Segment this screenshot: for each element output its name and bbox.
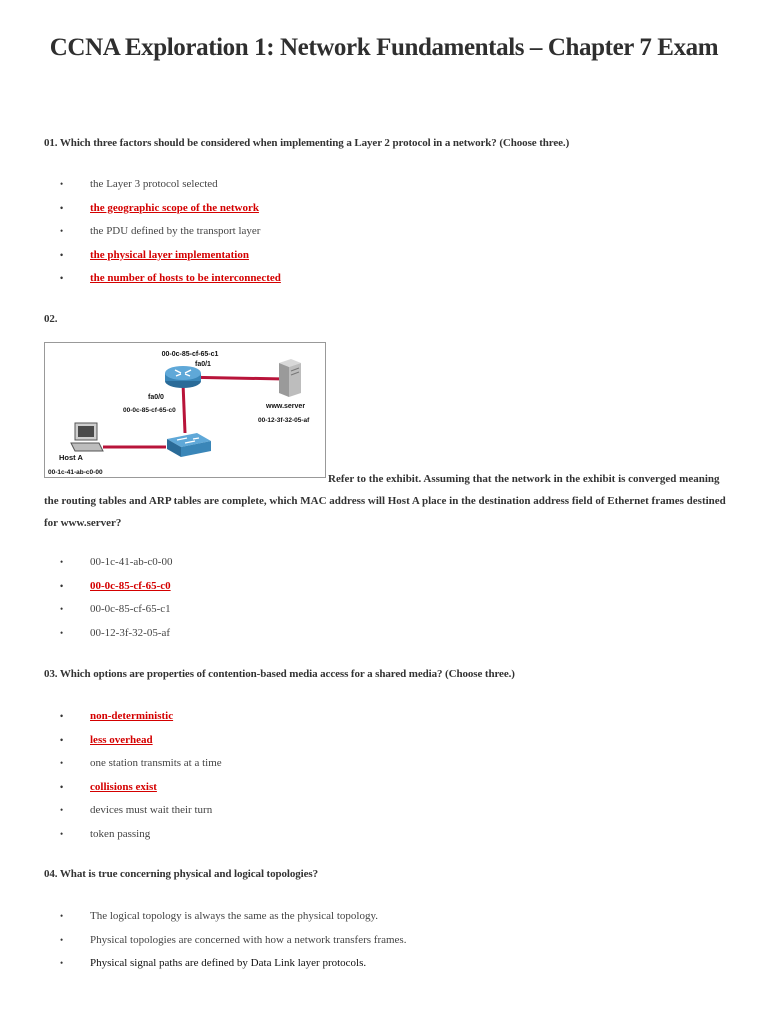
question-4-text: 04. What is true concerning physical and logical topologies? (44, 868, 319, 880)
page-title: CCNA Exploration 1: Network Fundamentals – Chapter 7 Exam (49, 34, 719, 61)
host-mac-label: 00-1c-41-ab-c0-00 (48, 469, 103, 476)
list-item: • token passing (60, 827, 222, 851)
question-2-text-block (44, 468, 734, 534)
server-icon (279, 359, 301, 397)
list-item-correct: • 00-0c-85-cf-65-c0 (60, 579, 172, 603)
router-mac-top-label: 00-0c-85-cf-65-c1 (161, 351, 219, 358)
switch-icon (167, 433, 211, 457)
list-item: • 00-1c-41-ab-c0-00 (60, 555, 172, 579)
list-item: • the PDU defined by the transport layer (60, 224, 281, 248)
question-2-number: 02. (44, 313, 58, 325)
list-item: • Physical topologies are concerned with how a network transfers frames. (60, 933, 406, 957)
question-2-options (60, 555, 172, 649)
question-4-options (60, 909, 406, 980)
list-item-correct: • the geographic scope of the network (60, 201, 281, 225)
host-pc-icon (71, 423, 103, 451)
router-switch-link (183, 383, 185, 433)
question-3-options (60, 709, 222, 850)
question-2-text: Refer to the exhibit. Assuming that the network in the exhibit is converged meaning the routing tables and ARP tables are complete, which MAC address will Host A place in the destination address field of Ethernet frames destined for www.server? (44, 473, 726, 529)
host-name-label: Host A (59, 453, 83, 462)
router-port-right-label: fa0/1 (195, 361, 211, 368)
list-item: • the Layer 3 protocol selected (60, 177, 281, 201)
question-1-text: 01. Which three factors should be considered when implementing a Layer 2 protocol in a network? (Choose three.) (44, 137, 570, 149)
server-mac-label: 00-12-3f-32-05-af (258, 417, 310, 424)
list-item: • The logical topology is always the same as the physical topology. (60, 909, 406, 933)
list-item: • 00-0c-85-cf-65-c1 (60, 602, 172, 626)
network-exhibit (44, 342, 326, 478)
router-mac-left-label: 00-0c-85-cf-65-c0 (123, 407, 176, 414)
list-item: • devices must wait their turn (60, 803, 222, 827)
list-item: • one station transmits at a time (60, 756, 222, 780)
question-3-text: 03. Which options are properties of contention-based media access for a shared media? (Choose three.) (44, 668, 515, 680)
list-item-correct: • the number of hosts to be interconnected (60, 271, 281, 295)
list-item-correct: • collisions exist (60, 780, 222, 804)
server-name-label: www.server (266, 403, 306, 410)
list-item-correct: • less overhead (60, 733, 222, 757)
list-item: • 00-12-3f-32-05-af (60, 626, 172, 650)
list-item-correct: • the physical layer implementation (60, 248, 281, 272)
list-item: • Physical signal paths are defined by Data Link layer protocols. (60, 956, 406, 980)
router-icon (165, 366, 201, 388)
list-item-correct: • non-deterministic (60, 709, 222, 733)
question-1-options (60, 177, 281, 295)
router-port-left-label: fa0/0 (148, 394, 164, 401)
